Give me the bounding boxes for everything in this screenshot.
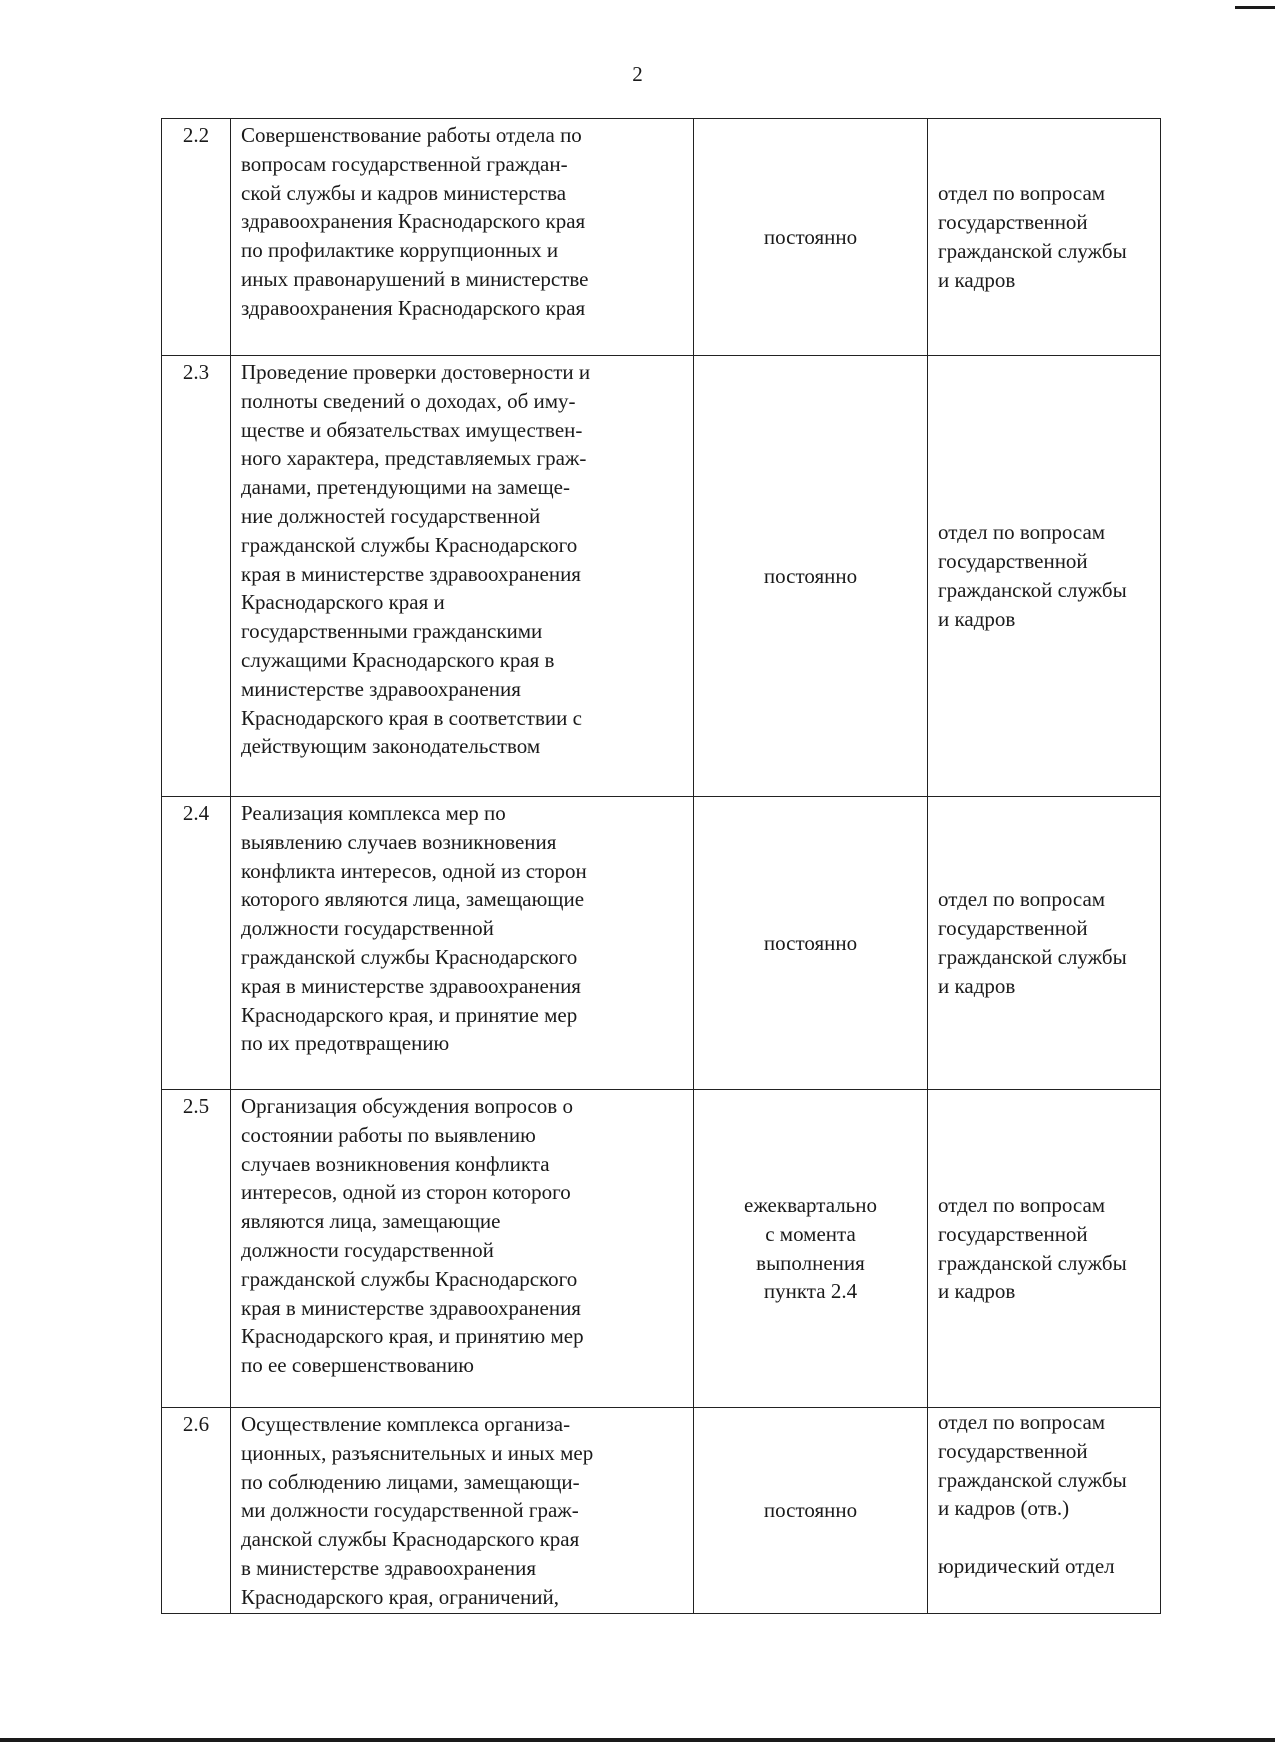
execution-term bbox=[694, 797, 928, 1090]
responsible-line: и кадров (отв.) bbox=[938, 1496, 1070, 1521]
description-line: ние должностей государственной bbox=[241, 503, 541, 528]
execution-term bbox=[694, 119, 928, 356]
description-line: действующим законодательством bbox=[241, 734, 541, 759]
term-line: с момента bbox=[765, 1221, 856, 1246]
description-line: служащими Краснодарского края в bbox=[241, 647, 555, 672]
description-line: ской службы и кадров министерства bbox=[241, 180, 567, 205]
bottom-scan-edge bbox=[0, 1738, 1275, 1742]
responsible-unit bbox=[928, 1090, 1161, 1408]
description-line: являются лица, замещающие bbox=[241, 1209, 501, 1234]
row-number: 2.3 bbox=[162, 356, 231, 797]
description-line: края в министерстве здравоохранения bbox=[241, 973, 581, 998]
description-line: конфликта интересов, одной из сторон bbox=[241, 858, 587, 883]
description-line: в министерстве здравоохранения bbox=[241, 1555, 537, 1580]
execution-term bbox=[694, 1408, 928, 1614]
responsible-line: юридический отдел bbox=[938, 1553, 1115, 1578]
responsible-line: государственной bbox=[938, 210, 1088, 235]
description-line: ционных, разъяснительных и иных мер bbox=[241, 1440, 594, 1465]
description-line: должности государственной bbox=[241, 916, 494, 941]
description-line: здравоохранения Краснодарского края bbox=[241, 209, 586, 234]
responsible-line: и кадров bbox=[938, 1279, 1016, 1304]
description-line: иных правонарушений в министерстве bbox=[241, 266, 589, 291]
measures-table bbox=[161, 118, 1161, 1614]
measure-description bbox=[231, 1408, 694, 1614]
description-line: государственными гражданскими bbox=[241, 619, 543, 644]
description-line: здравоохранения Краснодарского края bbox=[241, 295, 586, 320]
responsible-line: гражданской службы bbox=[938, 239, 1127, 263]
responsible-line: гражданской службы bbox=[938, 945, 1127, 969]
table-row bbox=[162, 797, 1161, 1090]
term-line: постоянно bbox=[763, 1498, 858, 1523]
term-line: постоянно bbox=[763, 930, 858, 955]
description-line: ществе и обязательствах имуществен- bbox=[241, 417, 583, 442]
description-line: Краснодарского края в соответствии с bbox=[241, 705, 582, 730]
description-line: которого являются лица, замещающие bbox=[241, 887, 585, 912]
table-row bbox=[162, 119, 1161, 356]
description-line: Проведение проверки достоверности и bbox=[241, 360, 591, 384]
description-line: Организация обсуждения вопросов о bbox=[241, 1094, 573, 1118]
description-line: интересов, одной из сторон которого bbox=[241, 1180, 571, 1205]
description-line: полноты сведений о доходах, об иму- bbox=[241, 388, 576, 413]
description-line: Реализация комплекса мер по bbox=[241, 801, 506, 825]
responsible-line: государственной bbox=[938, 1438, 1088, 1463]
description-line: Краснодарского края, и принятию мер bbox=[241, 1324, 584, 1349]
description-line: должности государственной bbox=[241, 1237, 494, 1262]
table-row bbox=[162, 1408, 1161, 1614]
page-number: 2 bbox=[632, 62, 643, 86]
responsible-line: и кадров bbox=[938, 606, 1016, 631]
description-line: Краснодарского края, и принятие мер bbox=[241, 1002, 578, 1027]
execution-term bbox=[694, 356, 928, 797]
term-line: выполнения bbox=[756, 1250, 865, 1275]
row-number: 2.5 bbox=[162, 1090, 231, 1408]
responsible-line: отдел по вопросам bbox=[938, 1192, 1106, 1217]
description-line: по их предотвращению bbox=[241, 1031, 450, 1056]
table-row bbox=[162, 1090, 1161, 1408]
description-line: края в министерстве здравоохранения bbox=[241, 561, 581, 586]
description-line: по соблюдению лицами, замещающи- bbox=[241, 1469, 580, 1494]
description-line: гражданской службы Краснодарского bbox=[241, 1266, 578, 1291]
measure-description bbox=[231, 356, 694, 797]
description-line: данской службы Краснодарского края bbox=[241, 1527, 580, 1552]
description-line: состоянии работы по выявлению bbox=[241, 1122, 536, 1147]
measure-description bbox=[231, 1090, 694, 1408]
description-line: ного характера, представляемых граж- bbox=[241, 446, 587, 471]
responsible-spacer bbox=[938, 1523, 1160, 1552]
description-line: Краснодарского края и bbox=[241, 590, 445, 615]
measure-description bbox=[231, 797, 694, 1090]
row-number: 2.2 bbox=[162, 119, 231, 356]
execution-term bbox=[694, 1090, 928, 1408]
description-line: Краснодарского края, ограничений, bbox=[241, 1584, 560, 1609]
description-line: по ее совершенствованию bbox=[241, 1353, 474, 1378]
responsible-line: отдел по вопросам bbox=[938, 887, 1106, 912]
description-line: гражданской службы Краснодарского bbox=[241, 944, 578, 969]
description-line: Совершенствование работы отдела по bbox=[241, 123, 582, 147]
row-number: 2.6 bbox=[162, 1408, 231, 1614]
description-line: Осуществление комплекса организа- bbox=[241, 1412, 571, 1436]
description-line: выявлению случаев возникновения bbox=[241, 829, 557, 854]
responsible-unit bbox=[928, 1408, 1161, 1614]
responsible-line: государственной bbox=[938, 916, 1088, 941]
term-line: постоянно bbox=[763, 563, 858, 588]
description-line: случаев возникновения конфликта bbox=[241, 1151, 550, 1176]
term-line: постоянно bbox=[763, 224, 858, 249]
responsible-unit bbox=[928, 119, 1161, 356]
description-line: по профилактике коррупционных и bbox=[241, 238, 559, 263]
measure-description bbox=[231, 119, 694, 356]
corner-scan-mark bbox=[1235, 6, 1275, 9]
responsible-line: государственной bbox=[938, 1221, 1088, 1246]
description-line: вопросам государственной граждан- bbox=[241, 151, 568, 176]
description-line: министерстве здравоохранения bbox=[241, 676, 521, 701]
responsible-line: гражданской службы bbox=[938, 1467, 1127, 1492]
term-line: ежеквартально bbox=[744, 1192, 877, 1217]
responsible-line: отдел по вопросам bbox=[938, 1410, 1106, 1434]
description-line: края в министерстве здравоохранения bbox=[241, 1295, 581, 1320]
row-number: 2.4 bbox=[162, 797, 231, 1090]
table-row bbox=[162, 356, 1161, 797]
description-line: гражданской службы Краснодарского bbox=[241, 532, 578, 557]
responsible-line: отдел по вопросам bbox=[938, 520, 1106, 545]
responsible-line: государственной bbox=[938, 549, 1088, 574]
responsible-line: и кадров bbox=[938, 973, 1016, 998]
responsible-line: гражданской службы bbox=[938, 1250, 1127, 1275]
responsible-line: и кадров bbox=[938, 267, 1016, 292]
responsible-line: отдел по вопросам bbox=[938, 181, 1106, 206]
term-line: пункта 2.4 bbox=[763, 1279, 858, 1304]
description-line: ми должности государственной граж- bbox=[241, 1498, 579, 1523]
description-line: данами, претендующими на замеще- bbox=[241, 475, 570, 500]
responsible-line: гражданской службы bbox=[938, 578, 1127, 602]
responsible-unit bbox=[928, 356, 1161, 797]
responsible-unit bbox=[928, 797, 1161, 1090]
